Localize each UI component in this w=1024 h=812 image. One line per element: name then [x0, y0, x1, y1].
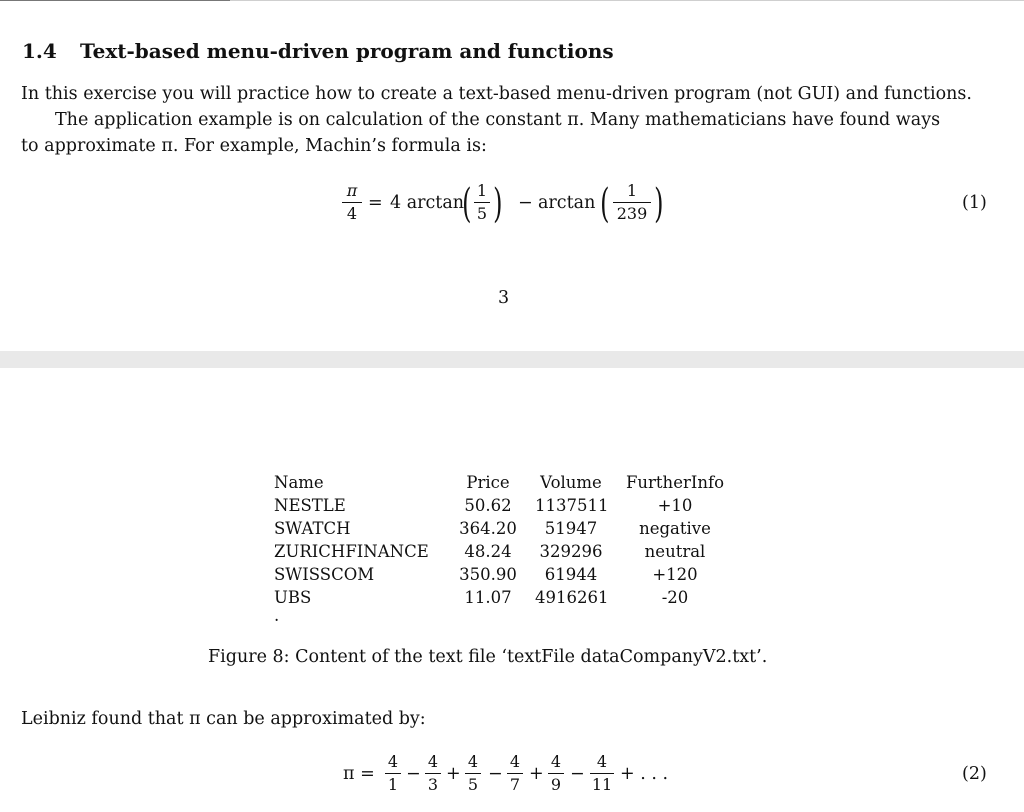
- equation-number-2: (2): [962, 764, 987, 784]
- table-cell-name: SWATCH: [274, 519, 351, 538]
- leibniz-operator: +: [529, 764, 544, 784]
- leibniz-numerator: 4: [427, 752, 439, 771]
- leibniz-fraction-1: [385, 752, 401, 795]
- table-cell-price: 48.24: [464, 542, 512, 561]
- machin-lhs-denominator: 4: [346, 204, 358, 223]
- table-cell-price: 364.20: [459, 519, 517, 538]
- table-cell-info: +10: [657, 496, 693, 515]
- section-title: Text-based menu-driven program and functions: [80, 39, 614, 63]
- leibniz-denominator: 1: [387, 775, 399, 794]
- leibniz-denominator: 5: [467, 775, 479, 794]
- table-cell-info: neutral: [644, 542, 706, 561]
- document-page-4: [0, 368, 1024, 812]
- table-cell-name: UBS: [274, 588, 312, 607]
- table-cell-volume: 4916261: [535, 588, 609, 607]
- table-trailing-mark: .: [274, 606, 280, 625]
- table-header-volume: Volume: [540, 473, 602, 492]
- previous-page-edge-marks: [0, 0, 1024, 2]
- leibniz-operator: −: [570, 764, 585, 784]
- leibniz-numerator: 4: [550, 752, 562, 771]
- leibniz-fraction-6: [590, 752, 614, 795]
- leibniz-numerator: 4: [509, 752, 521, 771]
- table-cell-price: 11.07: [464, 588, 512, 607]
- machin-frac1-denominator: 5: [476, 204, 488, 223]
- machin-fraction-1: [474, 181, 490, 224]
- table-cell-name: SWISSCOM: [274, 565, 375, 584]
- leibniz-fraction-4: [507, 752, 523, 795]
- leibniz-operator-ellipsis: + . . .: [620, 764, 669, 784]
- leibniz-fraction-2: [425, 752, 441, 795]
- machin-paren-close-2: ): [654, 181, 664, 227]
- leibniz-denominator: 11: [591, 775, 613, 794]
- document-page-3: [0, 0, 1024, 351]
- machin-term-2: arctan: [538, 193, 596, 213]
- table-cell-price: 350.90: [459, 565, 517, 584]
- machin-minus: −: [518, 193, 533, 213]
- table-cell-volume: 61944: [544, 565, 598, 584]
- table-cell-name: ZURICHFINANCE: [274, 542, 429, 561]
- machin-term-1: 4 arctan: [390, 193, 465, 213]
- table-header-furtherinfo: FurtherInfo: [625, 473, 725, 492]
- leibniz-denominator: 3: [427, 775, 439, 794]
- machin-fraction-2: [613, 181, 651, 224]
- page-number: 3: [498, 288, 510, 308]
- machin-equals: =: [368, 193, 383, 213]
- intro-line-2: The application example is on calculation of the constant π. Many mathematicians have found ways: [55, 110, 941, 130]
- leibniz-operator: +: [446, 764, 461, 784]
- table-cell-price: 50.62: [464, 496, 512, 515]
- table-header-name: Name: [274, 473, 324, 492]
- machin-lhs-fraction: [342, 181, 362, 224]
- equation-number-1: (1): [962, 193, 987, 213]
- table-cell-info: negative: [639, 519, 711, 538]
- leibniz-fraction-3: [465, 752, 481, 795]
- section-number: 1.4: [22, 39, 57, 63]
- intro-line-3: to approximate π. For example, Machin’s formula is:: [21, 136, 487, 156]
- machin-paren-close-1: ): [493, 181, 503, 227]
- leibniz-lhs: π =: [343, 764, 375, 784]
- table-cell-info: +120: [652, 565, 698, 584]
- table-cell-volume: 51947: [544, 519, 598, 538]
- table-cell-name: NESTLE: [274, 496, 346, 515]
- machin-paren-open-1: (: [462, 181, 472, 227]
- leibniz-operator: −: [488, 764, 503, 784]
- intro-line-1: In this exercise you will practice how to create a text-based menu-driven program (not GUI) and functions.: [21, 84, 972, 104]
- leibniz-denominator: 9: [550, 775, 562, 794]
- table-header-price: Price: [466, 473, 510, 492]
- machin-frac1-numerator: 1: [476, 181, 488, 200]
- leibniz-numerator: 4: [467, 752, 479, 771]
- machin-frac2-numerator: 1: [626, 181, 638, 200]
- table-cell-info: -20: [661, 588, 689, 607]
- leibniz-denominator: 7: [509, 775, 521, 794]
- leibniz-operator: −: [406, 764, 421, 784]
- leibniz-fraction-5: [548, 752, 564, 795]
- table-cell-volume: 1137511: [535, 496, 609, 515]
- leibniz-text: Leibniz found that π can be approximated by:: [21, 709, 426, 729]
- figure-caption: Figure 8: Content of the text file ‘textFile dataCompanyV2.txt’.: [208, 647, 768, 667]
- leibniz-numerator: 4: [596, 752, 608, 771]
- machin-frac2-denominator: 239: [616, 204, 648, 223]
- machin-lhs-numerator: π: [346, 181, 358, 200]
- machin-paren-open-2: (: [600, 181, 610, 227]
- table-cell-volume: 329296: [539, 542, 603, 561]
- leibniz-numerator: 4: [387, 752, 399, 771]
